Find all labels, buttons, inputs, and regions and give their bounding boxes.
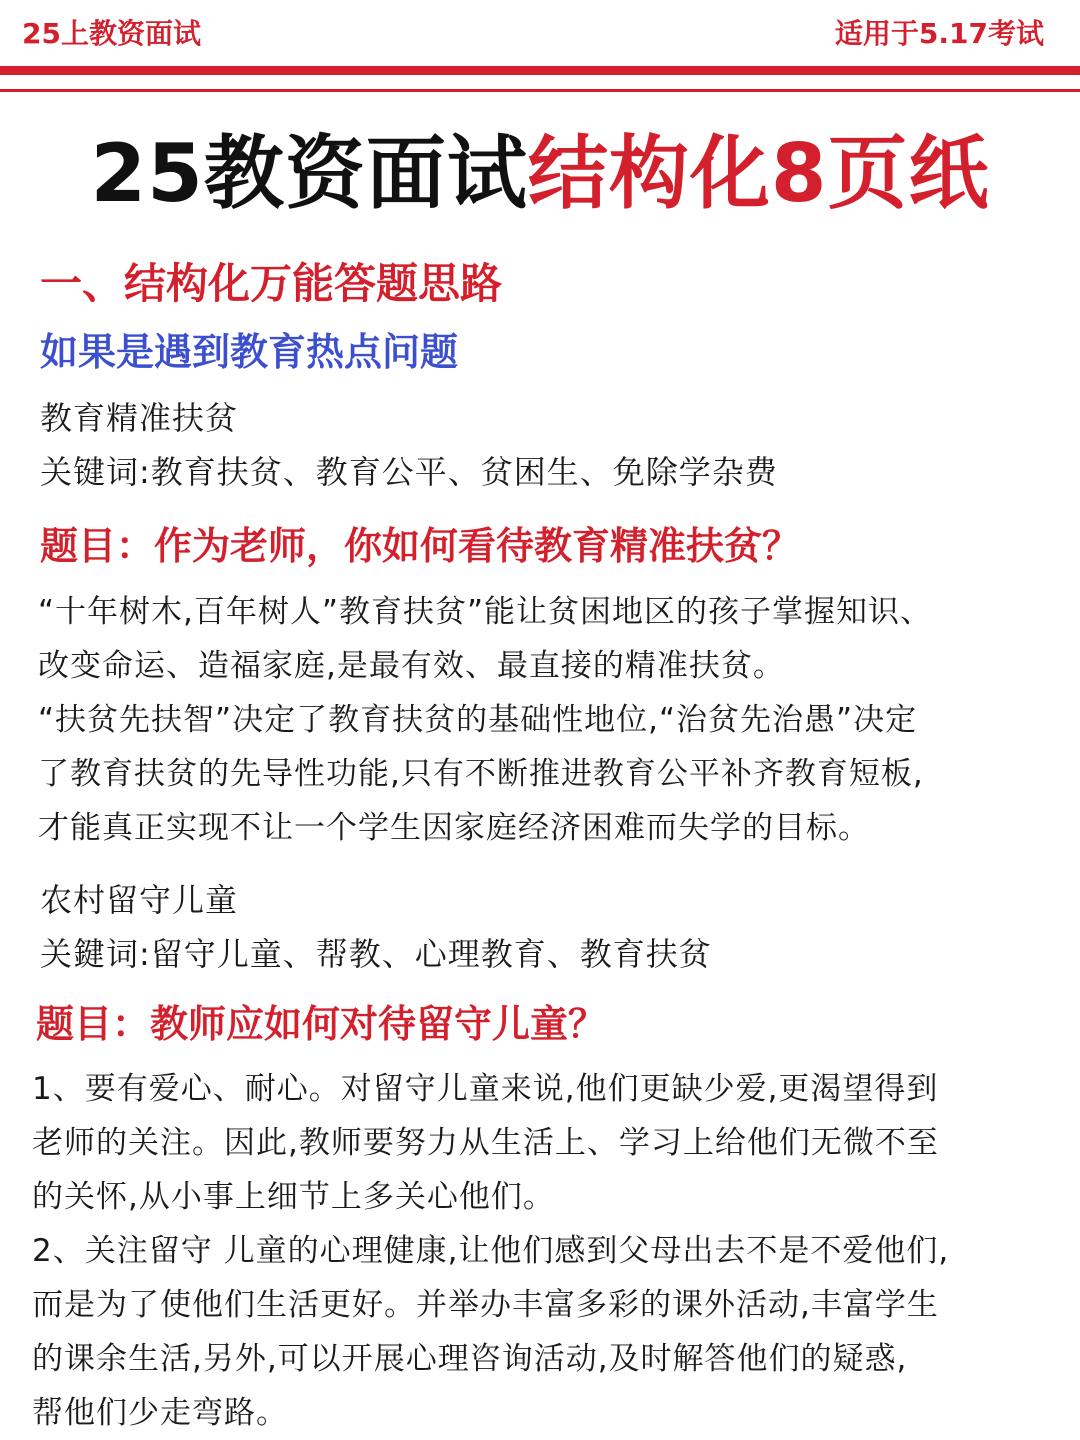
answer-line: “十年树木,百年树人”教育扶贫”能让贫困地区的孩子掌握知识、 [38,594,933,630]
page-header [0,0,1080,66]
answer-line: 而是为了使他们生活更好。并举办丰富多彩的课外活动,丰富学生 [32,1287,939,1323]
title-black-part: 25教资面试 [90,127,528,220]
topic-name: 农村留守儿童 [40,881,239,919]
page-title [0,124,1080,224]
answer-line: 改变命运、造福家庭,是最有效、最直接的精准扶贫。 [38,648,785,684]
topic-question: 题目：作为老师，你如何看待教育精准扶贫？ [40,524,801,568]
answer-line: 的课余生活,另外,可以开展心理咨询活动,及时解答他们的疑惑, [32,1341,908,1377]
header-right-label: 适用于5.17考试 [834,17,1044,50]
answer-line: 的关怀,从小事上细节上多关心他们。 [32,1179,555,1215]
answer-line: 才能真正实现不让一个学生因家庭经济困难而失学的目标。 [38,810,870,846]
answer-line: 帮他们少走弯路。 [32,1395,288,1431]
topic-keywords: 关鍵词:留守儿童、帮教、心理教育、教育扶贫 [40,935,712,973]
section-heading: 一、结构化万能答题思路 [40,259,503,308]
topic-answer [38,585,1048,855]
answer-line: 了教育扶贫的先导性功能,只有不断推进教育公平补齐教育短板, [38,756,924,792]
topic-question: 题目：教师应如何对待留守儿童？ [36,1002,607,1046]
answer-line: 老师的关注。因此,教师要努力从生活上、学习上给他们无微不至 [32,1125,939,1161]
section-subheading: 如果是遇到教育热点问题 [40,330,459,374]
answer-line: 2、关注留守 儿童的心理健康,让他们感到父母出去不是不爱他们, [32,1233,950,1269]
header-divider-thick [0,66,1080,75]
topic-name: 教育精准扶贫 [40,399,239,437]
header-divider-thin [0,89,1080,92]
title-red-part: 结构化8页纸 [527,127,990,220]
header-left-label: 25上教资面试 [22,17,201,50]
topic-answer [32,1062,1042,1440]
topic-keywords: 关键词:教育扶贫、教育公平、贫困生、免除学杂费 [40,453,778,491]
answer-line: 1、要有爱心、耐心。对留守儿童来说,他们更缺少爱,更渴望得到 [32,1071,939,1107]
answer-line: “扶贫先扶智”决定了教育扶贫的基础性地位,“治贫先治愚”决定 [38,702,918,738]
